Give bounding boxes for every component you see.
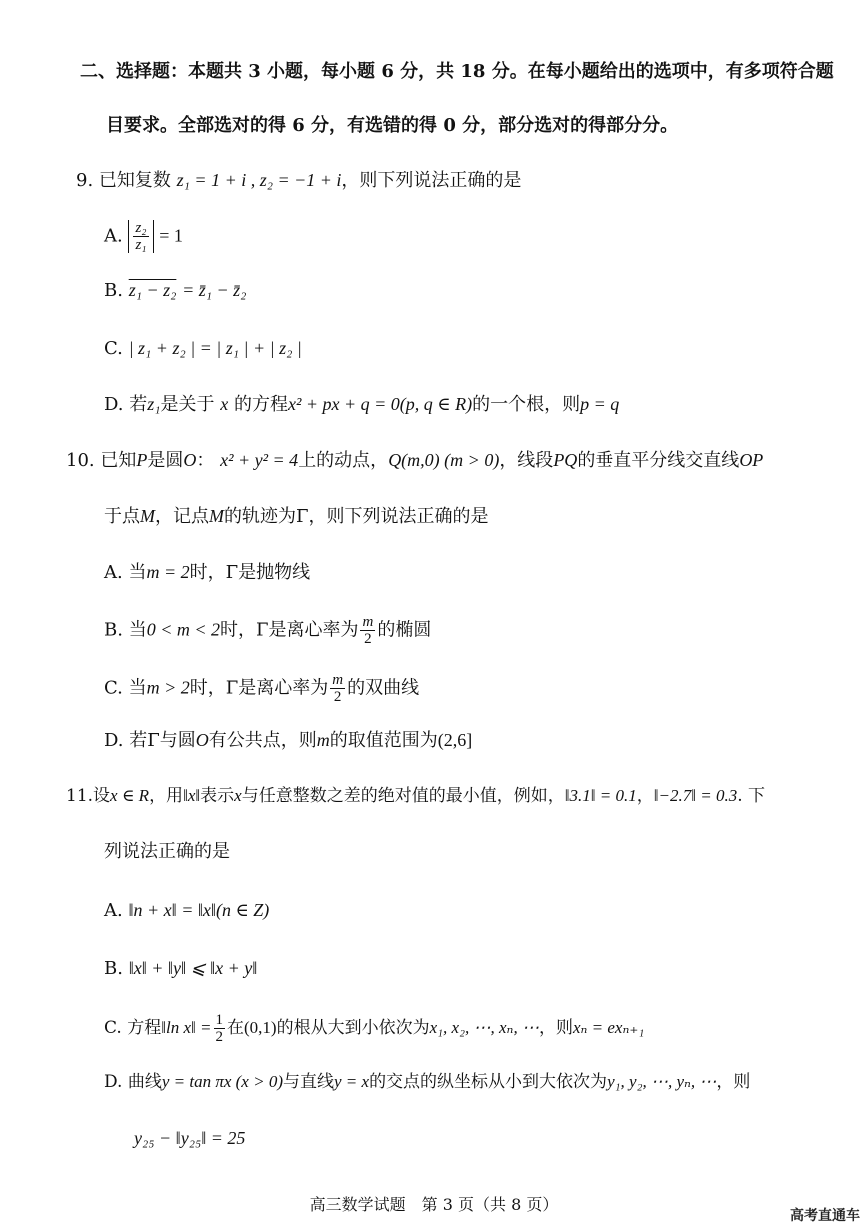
question-11-stem-line1: 11.设x ∈ R，用‖x‖表示x与任意整数之差的绝对值的最小值，例如，‖3.1‖ = 0.1，‖−2.7‖ = 0.3. 下 [66,786,766,806]
question-11-option-c: C. 方程‖ln x‖ = $\frac{1}{2}$ 在(0,1)的根从大到小依次为x₁, x₂, ⋯, xₙ, ⋯，则xₙ = exₙ₊₁ [104,1012,645,1045]
question-11-option-b: B. ‖x‖ + ‖y‖ ⩽ ‖x + y‖ [104,958,258,979]
abs-fraction: $\frac{\text{z₂}}{\text{z₁}}$ [128,220,153,253]
question-number: 9. [76,170,94,191]
question-number: 10. [66,450,95,471]
question-9-option-a: A. $\frac{\text{z₂}}{\text{z₁}}$ = 1 [104,220,183,253]
question-11-option-d-continued: y₂₅ − ‖y₂₅‖ = 25 [134,1128,246,1148]
fraction: $\frac{m}{2}$ [332,672,344,705]
question-9-option-b: B. z₁ − z₂ = z̄₁ − z̄₂ [104,280,247,301]
question-9-option-c: C. | z₁ + z₂ | = | z₁ | + | z₂ | [104,338,302,359]
question-10-option-c: C. 当m > 2时，Γ是离心率为 $\frac{m}{2}$ 的双曲线 [104,672,420,705]
question-10-stem-line2: 于点M，记点M的轨迹为Γ，则下列说法正确的是 [104,506,489,527]
question-10-option-d: D. 若Γ与圆O有公共点，则m的取值范围为(2,6] [104,730,473,751]
question-10-stem-line1: 10. 已知P是圆O： x² + y² = 4上的动点，Q(m,0) (m > 0)，线段PQ的垂直平分线交直线OP [66,450,764,471]
question-10-option-a: A. 当m = 2时，Γ是抛物线 [104,562,311,583]
question-number: 11. [66,786,94,806]
question-9-option-d: D. 若z₁是关于 x 的方程x² + px + q = 0(p, q ∈ R)的一个根，则p = q [104,394,620,415]
section-header-line1: 二、选择题：本题共 3 小题，每小题 6 分，共 18 分。在每小题给出的选项中，有多项符合题 [80,61,834,82]
fraction: $\frac{1}{2}$ [215,1012,224,1045]
section-header-line2: 目要求。全部选对的得 6 分，有选错的得 0 分，部分选对的得部分分。 [106,115,679,136]
question-11-stem-line2: 列说法正确的是 [104,841,230,862]
fraction: $\frac{m}{2}$ [362,614,374,647]
question-9-stem: 9. 已知复数 z₁ = 1 + i , z₂ = −1 + i，则下列说法正确的是 [76,170,522,191]
watermark-text: 高考直通车 [790,1208,860,1224]
page-footer: 高三数学试题 第 3 页（共 8 页） [309,1195,559,1214]
question-11-option-a: A. ‖n + x‖ = ‖x‖(n ∈ Z) [104,900,270,921]
question-10-option-b: B. 当0 < m < 2时，Γ是离心率为 $\frac{m}{2}$ 的椭圆 [104,614,432,647]
question-11-option-d: D. 曲线y = tan πx (x > 0)与直线y = x的交点的纵坐标从小到大依次为y₁, y₂, ⋯, yₙ, ⋯，则 [104,1072,751,1092]
